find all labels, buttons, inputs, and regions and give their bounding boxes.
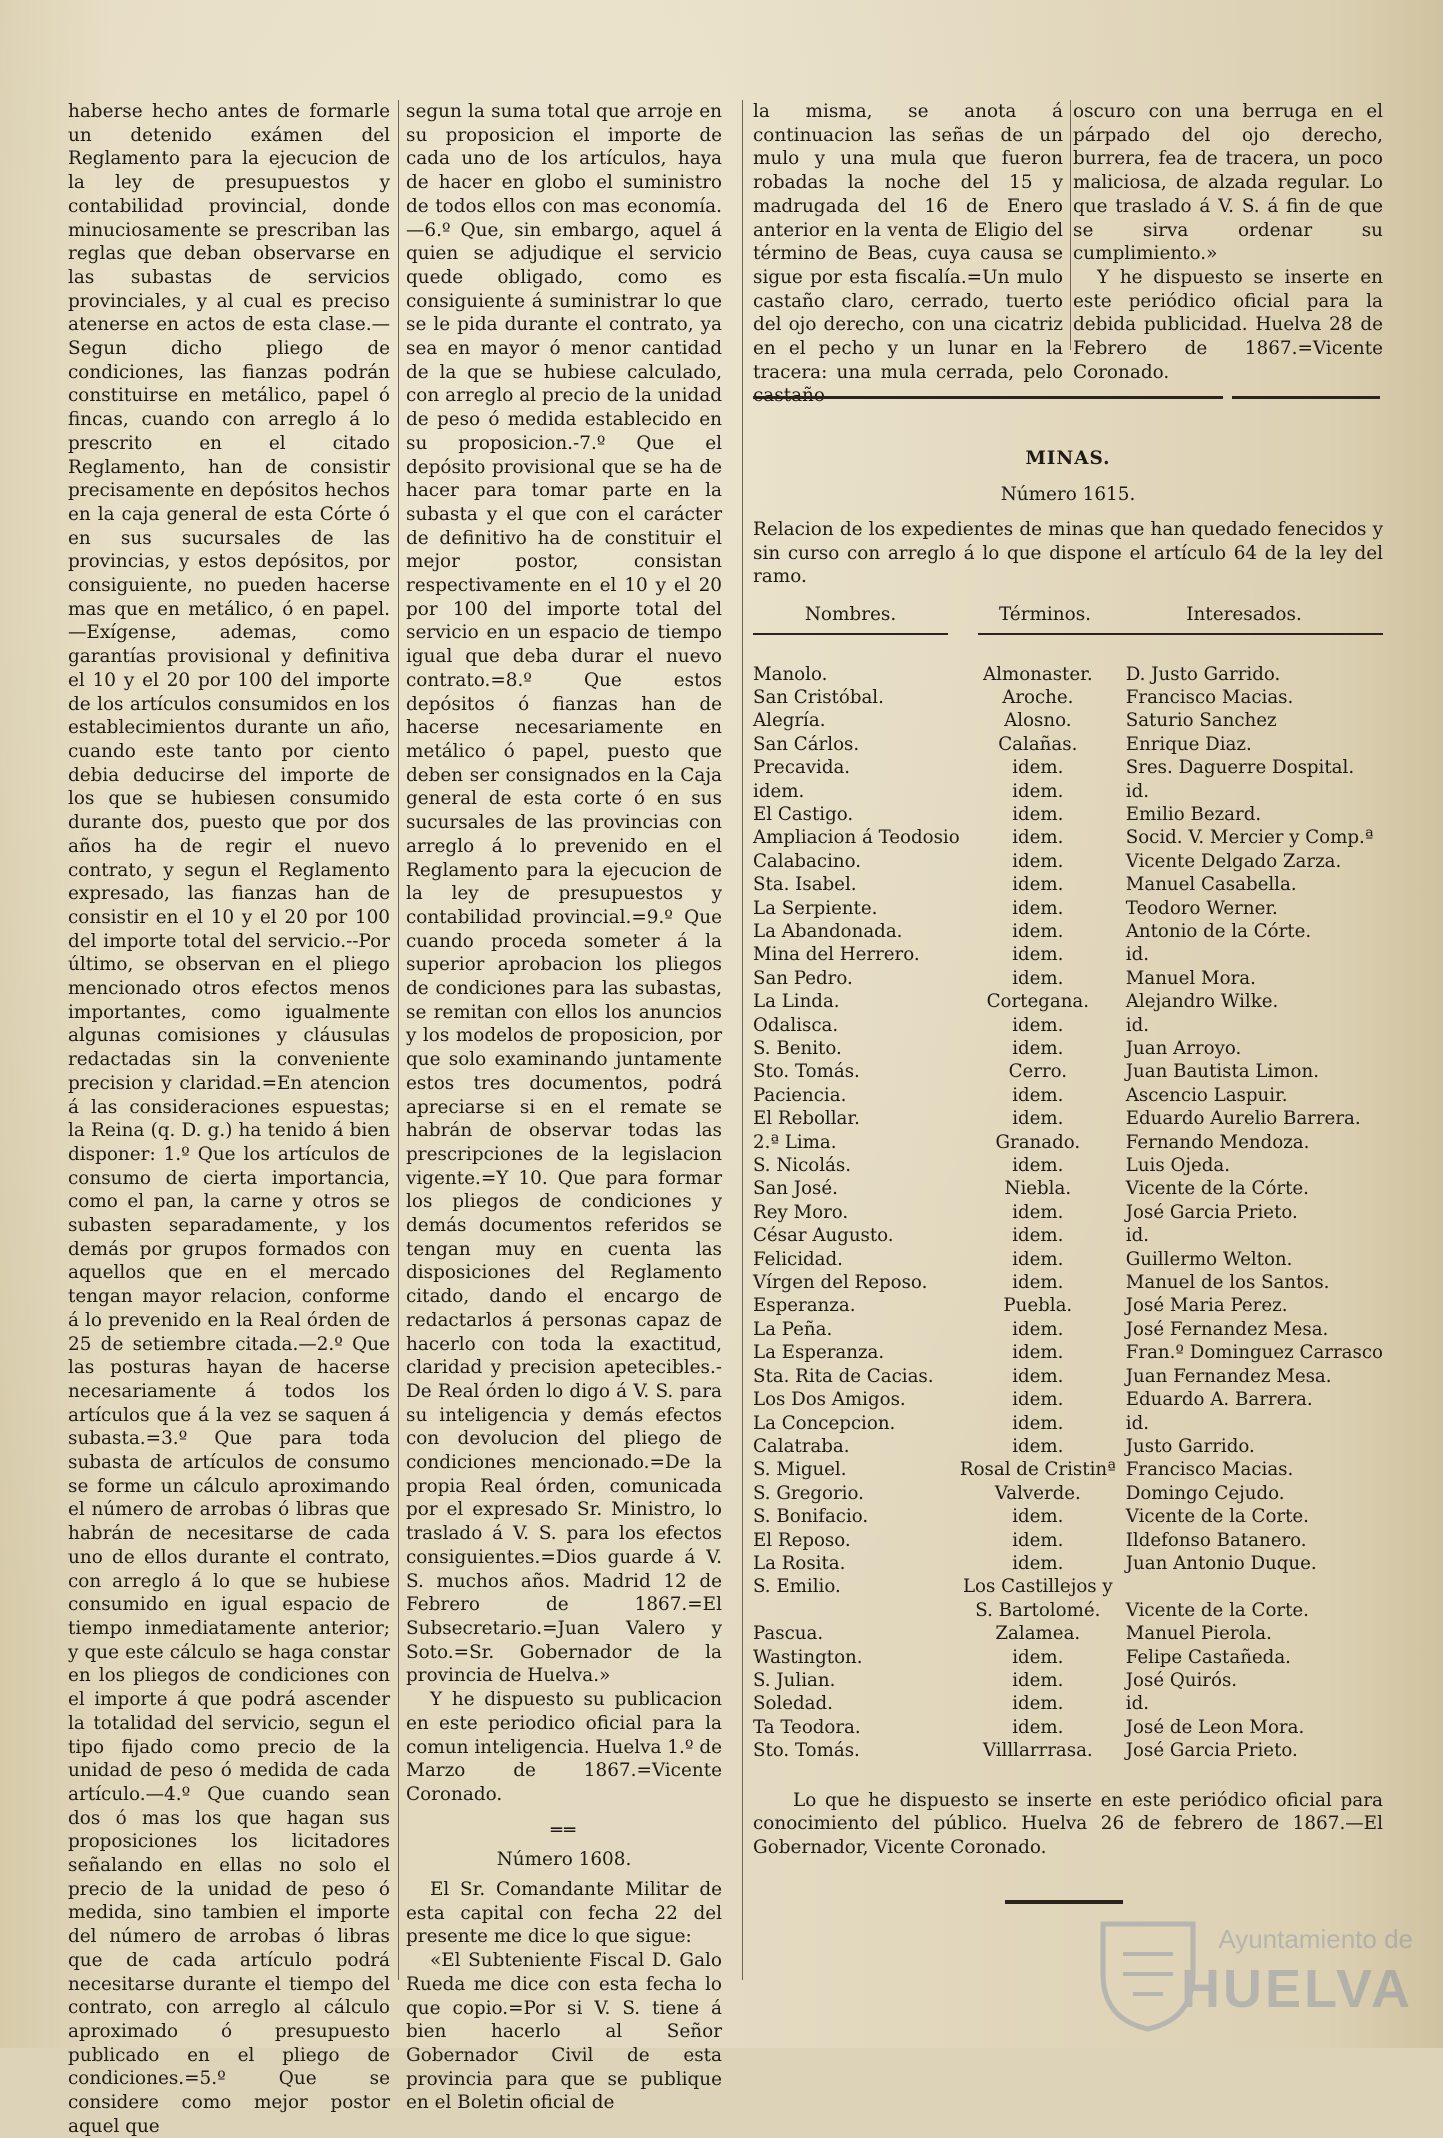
- term-cell: idem.: [1012, 1552, 1064, 1574]
- mine-name-cell: Precavida.: [753, 757, 851, 779]
- interested-cell: Manuel Casabella.: [1125, 874, 1297, 896]
- term-cell: idem.: [1012, 1693, 1064, 1715]
- mine-name-cell: La Linda.: [753, 991, 840, 1013]
- mine-name-cell: La Peña.: [753, 1318, 833, 1340]
- table-row: [753, 686, 1383, 709]
- term-cell: idem.: [1012, 1342, 1064, 1364]
- interested-cell: Saturio Sanchez: [1125, 710, 1277, 732]
- term-cell: idem.: [1012, 897, 1064, 919]
- term-cell: Cerro.: [1008, 1061, 1068, 1083]
- interested-cell: Fernando Mendoza.: [1125, 1131, 1310, 1153]
- paragraph: segun la suma total que arroje en su proposicion el importe de cada uno de los artículos, haya de hacer en globo el suministro de todos ellos con mas economía.—6.º Que, sin embargo, aquel á quien se adjudique el servicio quede obligado, como es consiguiente á suministrar lo que se le pida durante el contrato, ya sea en mayor ó menor cantidad de la que se hubiese calculado, con arreglo al precio de la unidad de peso ó medida establecido en su proposicion.-7.º Que el depósito provisional que se ha de hacer para tomar parte en la subasta y el que con el carácter de definitivo ha de constituir el mejor postor, consistan respectivamente en el 10 y el 20 por 100 del importe total del servicio en un espacio de tiempo igual que deba durar el nuevo contrato.=8.º Que estos depósitos ó fianzas han de hacerse necesariamente en metálico ó papel, puesto que deben ser consignados en la Caja general de esta corte ó en sus sucursales de las provincias con arreglo á lo prevenido en el Reglamento para la ejecucion de la ley de presupuestos y contabilidad provincial.=9.º Que cuando proceda someter á la superior aprobacion los pliegos de condiciones para las subastas, se remitan con ellos los anuncios y los modelos de proposicion, por que solo examinando juntamente estos tres documentos, podrá apreciarse si en el remate se habrán de observar todas las prescripciones de la legislacion vigente.=Y 10. Que para formar los pliegos de condiciones y demás documentos referidos se tengan muy en cuenta las disposiciones del Reglamento citado, dando el encargo de redactarlos á personas capaz de hacerlo con toda la exactitud, claridad y precision apetecibles.-De Real órden lo digo á V. S. para su inteligencia y demás efectos con devolucion del pliego de condiciones mencionado.=De la propia Real órden, comunicada por el expresado Sr. Ministro, lo traslado á V. S. para los efectos consiguientes.=Dios guarde á V. S. muchos años. Madrid 12 de Febrero de 1867.=El Subsecretario.=Juan Valero y Soto.=Sr. Gobernador de la provincia de Huelva.»: [406, 101, 722, 1687]
- term-cell: Rosal de Cristinª: [959, 1459, 1116, 1481]
- term-cell: Los Castillejos y: [962, 1576, 1113, 1598]
- mine-name-cell: San Cárlos.: [753, 733, 860, 755]
- text-column-4: [1073, 100, 1383, 384]
- interested-cell: [1116, 1575, 1383, 1598]
- table-row: [753, 1107, 1383, 1130]
- column-header-terminos: Términos.: [998, 603, 1092, 625]
- interested-cell: Juan Bautista Limon.: [1125, 1061, 1319, 1083]
- mine-name-cell: La Concepcion.: [753, 1412, 896, 1434]
- interested-cell: Francisco Macias.: [1125, 686, 1294, 708]
- mine-name-cell: San Pedro.: [753, 967, 853, 989]
- interested-cell: id.: [1125, 1225, 1149, 1247]
- table-row: [753, 1505, 1383, 1528]
- interested-cell: José Garcia Prieto.: [1125, 1201, 1298, 1223]
- header-underline: [978, 633, 1113, 635]
- table-row: [753, 897, 1383, 920]
- mine-name-cell: S. Benito.: [753, 1038, 842, 1059]
- interested-cell: José Fernandez Mesa.: [1125, 1318, 1329, 1340]
- interested-cell: Enrique Diaz.: [1125, 733, 1252, 755]
- table-row: [753, 1716, 1383, 1739]
- section-rule: [1232, 396, 1380, 399]
- mine-name-cell: El Castigo.: [753, 803, 854, 825]
- table-row: [753, 1131, 1383, 1154]
- term-cell: idem.: [1012, 1225, 1064, 1247]
- section-title: MINAS.: [1025, 448, 1111, 469]
- table-row: [753, 1224, 1383, 1247]
- section-separator: ══: [550, 1819, 578, 1841]
- interested-cell: Emilio Bezard.: [1125, 803, 1262, 825]
- mine-name-cell: idem.: [753, 780, 805, 802]
- mine-name-cell: La Esperanza.: [753, 1342, 885, 1364]
- table-row: [753, 1669, 1383, 1692]
- end-rule: [1005, 1900, 1123, 1904]
- term-cell: idem.: [1012, 1108, 1064, 1130]
- term-cell: idem.: [1012, 1506, 1064, 1528]
- interested-cell: id.: [1125, 944, 1149, 966]
- term-cell: idem.: [1012, 1155, 1064, 1177]
- mine-name-cell: S. Nicolás.: [753, 1155, 852, 1177]
- term-cell: idem.: [1012, 1201, 1064, 1223]
- table-row: [753, 1575, 1383, 1598]
- mine-name-cell: Odalisca.: [753, 1014, 839, 1036]
- mine-name-cell: Ampliacion á Teodosio: [753, 827, 960, 849]
- header-underline: [753, 633, 948, 635]
- term-cell: Valverde.: [994, 1482, 1081, 1504]
- table-row: [753, 803, 1383, 826]
- mine-name-cell: San José.: [753, 1178, 838, 1200]
- term-cell: idem.: [1012, 780, 1064, 802]
- mine-name-cell: Sto. Tomás.: [753, 1061, 860, 1083]
- table-header: [753, 603, 1383, 637]
- term-cell: idem.: [1012, 1318, 1064, 1340]
- table-row: [753, 663, 1383, 686]
- mine-name-cell: Paciencia.: [753, 1084, 847, 1106]
- mine-name-cell: Ta Teodora.: [753, 1716, 861, 1738]
- mine-name-cell: Calatraba.: [753, 1435, 850, 1457]
- interested-cell: Eduardo Aurelio Barrera.: [1125, 1108, 1361, 1130]
- interested-cell: Felipe Castañeda.: [1125, 1646, 1291, 1668]
- term-cell: S. Bartolomé.: [975, 1599, 1101, 1621]
- term-cell: Calañas.: [998, 733, 1078, 755]
- mine-name-cell: La Serpiente.: [753, 897, 878, 919]
- interested-cell: Socid. V. Mercier y Comp.ª: [1125, 827, 1374, 849]
- table-row: [753, 1739, 1383, 1762]
- paragraph: oscuro con una berruga en el párpado del ojo derecho, burrera, fea de tracera, un poco maliciosa, de alzada regular. Lo que traslado á V. S. á fin de que se sirva ordenar su cumplimiento.»: [1073, 101, 1383, 265]
- paragraph: «El Subteniente Fiscal D. Galo Rueda me dice con esta fecha lo que copio.=Por si V. S. tiene á bien hacerlo al Señor Gobernador Civil de esta provincia para que se publique en el Boletin oficial de: [406, 1950, 722, 2114]
- section-number: Número 1608.: [496, 1849, 632, 1871]
- column-divider: [742, 100, 743, 1980]
- table-row: [753, 1458, 1383, 1481]
- interested-cell: Ascencio Laspuir.: [1125, 1084, 1288, 1106]
- mine-name-cell: Alegría.: [753, 710, 826, 732]
- paragraph: Y he dispuesto su publicacion en este periodico oficial para la comun inteligencia. Huelva 1.º de Marzo de 1867.=Vicente Coronado.: [406, 1689, 722, 1805]
- watermark-text: HUELVA: [1181, 1959, 1413, 2019]
- paragraph: la misma, se anota á continuacion las señas de un mulo y una mula que fueron robadas la noche del 15 y madrugada del 16 de Enero anterior en la venta de Eligio del término de Beas, cuya causa se sigue por esta fiscalía.=Un mulo castaño claro, cerrado, tuerto del ojo derecho, con una cicatriz en el pecho y un lunar en la tracera: una mula cerrada, pelo: [753, 101, 1063, 383]
- mine-name-cell: San Cristóbal.: [753, 686, 884, 708]
- term-cell: Niebla.: [1004, 1178, 1072, 1200]
- table-row: [753, 1294, 1383, 1317]
- table-row: [753, 1552, 1383, 1575]
- term-cell: idem.: [1012, 1248, 1064, 1270]
- mine-name-cell: 2.ª Lima.: [753, 1131, 837, 1153]
- table-row: [753, 1622, 1383, 1645]
- column-divider: [1070, 100, 1071, 350]
- interested-cell: Ildefonso Batanero.: [1125, 1529, 1307, 1551]
- mine-name-cell: Felicidad.: [753, 1248, 843, 1270]
- table-row: [753, 780, 1383, 803]
- table-row: [753, 1201, 1383, 1224]
- text-column-3: [753, 100, 1063, 408]
- term-cell: idem.: [1012, 967, 1064, 989]
- mine-name-cell: [753, 1599, 960, 1622]
- mine-name-cell: Esperanza.: [753, 1295, 856, 1317]
- mine-name-cell: El Rebollar.: [753, 1108, 860, 1130]
- mine-name-cell: La Abandonada.: [753, 920, 903, 942]
- mine-name-cell: Mina del Herrero.: [753, 944, 920, 966]
- term-cell: Almonaster.: [983, 663, 1093, 685]
- interested-cell: Manuel Pierola.: [1125, 1623, 1272, 1645]
- table-row: [753, 943, 1383, 966]
- watermark-text: Ayuntamiento de: [1218, 1924, 1413, 1954]
- table-row: [753, 709, 1383, 732]
- table-row: [753, 1341, 1383, 1364]
- interested-cell: Justo Garrido.: [1125, 1435, 1255, 1457]
- interested-cell: Juan Arroyo.: [1125, 1038, 1242, 1059]
- interested-cell: Eduardo A. Barrera.: [1125, 1389, 1313, 1411]
- text-column-1: [68, 100, 390, 2138]
- term-cell: Granado.: [995, 1131, 1081, 1153]
- table-row: [753, 1599, 1383, 1622]
- interested-cell: José Maria Perez.: [1125, 1295, 1288, 1317]
- interested-cell: Vicente de la Corte.: [1125, 1506, 1309, 1528]
- table-row: [753, 1084, 1383, 1107]
- table-row: [753, 1318, 1383, 1341]
- mine-name-cell: S. Emilio.: [753, 1576, 841, 1598]
- term-cell: Cortegana.: [986, 991, 1090, 1013]
- mine-name-cell: Vírgen del Reposo.: [753, 1272, 928, 1294]
- term-cell: Zalamea.: [995, 1623, 1081, 1645]
- interested-cell: Fran.º Dominguez Carrasco: [1125, 1342, 1383, 1364]
- table-row: [753, 1646, 1383, 1669]
- interested-cell: Francisco Macias.: [1125, 1459, 1294, 1481]
- table-row: [753, 1248, 1383, 1271]
- table-row: [753, 756, 1383, 779]
- column-header-nombres: Nombres.: [804, 603, 897, 625]
- section-description: Relacion de los expedientes de minas que han quedado fenecidos y sin curso con arreglo á lo que dispone el artículo 64 de la ley del ramo.: [753, 519, 1383, 587]
- paragraph: Y he dispuesto se inserte en este periódico oficial para la debida publicidad. Huelva 28 de Febrero de 1867.=Vicente Coronado.: [1073, 266, 1383, 383]
- interested-cell: id.: [1125, 1693, 1149, 1715]
- table-row: [753, 990, 1383, 1013]
- mine-name-cell: Sta. Isabel.: [753, 874, 857, 896]
- table-row: [753, 1388, 1383, 1411]
- term-cell: idem.: [1012, 1365, 1064, 1387]
- term-cell: idem.: [1012, 1014, 1064, 1036]
- mine-name-cell: Sta. Rita de Cacias.: [753, 1365, 934, 1387]
- column-header-interesados: Interesados.: [1186, 603, 1302, 625]
- interested-cell: José Garcia Prieto.: [1125, 1740, 1298, 1762]
- term-cell: idem.: [1012, 1529, 1064, 1551]
- interested-cell: D. Justo Garrido.: [1125, 663, 1281, 685]
- interested-cell: Manuel Mora.: [1125, 967, 1256, 989]
- table-row: [753, 873, 1383, 896]
- table-row: [753, 850, 1383, 873]
- table-row: [753, 1365, 1383, 1388]
- section-rule: [753, 396, 1223, 399]
- interested-cell: Vicente de la Córte.: [1125, 1178, 1309, 1200]
- term-cell: idem.: [1012, 920, 1064, 942]
- interested-cell: Vicente de la Corte.: [1125, 1599, 1309, 1621]
- term-cell: Alosno.: [1004, 710, 1072, 732]
- table-row: [753, 920, 1383, 943]
- interested-cell: José de Leon Mora.: [1125, 1716, 1305, 1738]
- mine-name-cell: César Augusto.: [753, 1225, 894, 1247]
- term-cell: idem.: [1012, 1389, 1064, 1411]
- term-cell: idem.: [1012, 803, 1064, 825]
- mine-name-cell: Soledad.: [753, 1693, 833, 1715]
- column-divider: [398, 100, 399, 1980]
- term-cell: idem.: [1012, 1412, 1064, 1434]
- interested-cell: id.: [1125, 1014, 1149, 1036]
- interested-cell: Sres. Daguerre Dospital.: [1125, 757, 1355, 779]
- term-cell: Aroche.: [1002, 686, 1074, 708]
- mine-name-cell: Calabacino.: [753, 850, 862, 872]
- mine-name-cell: La Rosita.: [753, 1552, 846, 1574]
- term-cell: idem.: [1012, 1084, 1064, 1106]
- mine-name-cell: Sto. Tomás.: [753, 1740, 860, 1762]
- term-cell: idem.: [1012, 1669, 1064, 1691]
- term-cell: idem.: [1012, 1038, 1064, 1059]
- table-row: [753, 1692, 1383, 1715]
- table-row: [753, 1435, 1383, 1458]
- mine-name-cell: S. Bonifacio.: [753, 1506, 869, 1528]
- table-row: [753, 1154, 1383, 1177]
- paragraph: haberse hecho antes de formarle un detenido exámen del Reglamento para la ejecucion de la ley de presupuestos y contabilidad provincial, donde minuciosamente se prescriban las reglas que deban observarse en las subastas de servicios provinciales, y al cual es preciso atenerse en actos de esta clase.—Segun dicho pliego de condiciones, las fianzas podrán constituirse en metálico, papel ó fincas, cuando con arreglo á lo prescrito en el citado Reglamento, han de consistir precisamente en depósitos hechos en la caja general de esta Córte ó en sus sucursales de las provincias, y estos depósitos, por consiguiente, no pueden hacerse mas que en metálico, ó en papel.—Exígense, ademas, como garantías provisional y definitiva el 10 y el 20 por 100 del importe de los artículos consumidos en los establecimientos durante un año, cuando este tanto por ciento debia deducirse del importe de los que se hubiesen consumido durante dos, puesto que por dos años ha de regir el nuevo contrato, y segun el Reglamento expresado, las fianzas han de consistir en el 10 y el 20 por 100 del importe total del servicio.--Por último, se observan en el pliego mencionado otros efectos menos importantes, como igualmente algunas comisiones y cláusulas redactadas sin la conveniente precision y claridad.=En atencion á las consideraciones espuestas; la Reina (q. D. g.) ha tenido á bien disponer: 1.º Que los artículos de consumo de cierta importancia, como el pan, la carne y otros se subasten separadamente, y los demás por grupos formados con aquellos que en el mercado tengan mayor relacion, conforme á lo prevenido en la Real órden de 25 de setiembre citada.—2.º Que las posturas hayan de hacerse necesariamente á todos los artículos que á la vez se saquen á subasta.=3.º Que para toda subasta de artículos de consumo se forme un cálculo aproximando el número de arrobas ó libras que habrán de necesitarse de cada uno de ellos durante el contrato, con arreglo á lo que se hubiese consumido en igual espacio de tiempo inmediatamente anterior; y que este cálculo se haga constar en los pliegos de condiciones con el importe á que podrá ascender la totalidad del servicio, segun el tipo fijado como precio de la unidad de peso ó medida de cada artículo.—4.º Que cuando sean dos ó mas los que hagan sus proposiciones los licitadores señalando en ellas no solo el precio de la unidad de peso ó medida, sino tambien el importe del número de arrobas ó libras que de cada artículo podrá necesitarse durante el tiempo del contrato, con arreglo al cálculo aproximado ó presupuesto publicado en el pliego de condiciones.=5.º Que se considere como mejor postor aquel que: [68, 101, 390, 2137]
- mine-name-cell: Wastington.: [753, 1646, 863, 1668]
- mine-name-cell: El Reposo.: [753, 1529, 851, 1551]
- interested-cell: Guillermo Welton.: [1125, 1248, 1293, 1270]
- term-cell: idem.: [1012, 874, 1064, 896]
- mine-name-cell: Rey Moro.: [753, 1201, 849, 1223]
- mine-name-cell: S. Miguel.: [753, 1459, 847, 1481]
- table-row: [753, 1177, 1383, 1200]
- interested-cell: Vicente Delgado Zarza.: [1125, 850, 1342, 872]
- mine-name-cell: Pascua.: [753, 1623, 824, 1645]
- table-row: [753, 733, 1383, 756]
- text-column-2: [406, 100, 722, 2115]
- interested-cell: id.: [1125, 780, 1149, 802]
- interested-cell: Luis Ojeda.: [1125, 1155, 1231, 1177]
- interested-cell: Juan Fernandez Mesa.: [1125, 1365, 1332, 1387]
- section-number: Número 1615.: [1000, 483, 1136, 505]
- header-underline: [1105, 633, 1383, 635]
- table-row: [753, 1412, 1383, 1435]
- interested-cell: Antonio de la Córte.: [1125, 920, 1312, 942]
- interested-cell: Domingo Cejudo.: [1125, 1482, 1285, 1504]
- interested-cell: Juan Antonio Duque.: [1125, 1552, 1317, 1574]
- table-row: [753, 1482, 1383, 1505]
- interested-cell: id.: [1125, 1412, 1149, 1434]
- mine-name-cell: S. Gregorio.: [753, 1482, 864, 1504]
- interested-cell: Alejandro Wilke.: [1125, 991, 1279, 1013]
- minas-section: [753, 425, 1383, 1859]
- table-row: [753, 1271, 1383, 1294]
- mines-table: [753, 663, 1383, 1763]
- term-cell: idem.: [1012, 757, 1064, 779]
- paragraph: El Sr. Comandante Militar de esta capital con fecha 22 del presente me dice lo que sigue:: [406, 1879, 722, 1948]
- mine-name-cell: S. Julian.: [753, 1669, 836, 1691]
- term-cell: idem.: [1012, 1435, 1064, 1457]
- interested-cell: José Quirós.: [1125, 1669, 1238, 1691]
- term-cell: idem.: [1012, 827, 1064, 849]
- interested-cell: Teodoro Werner.: [1125, 897, 1278, 919]
- interested-cell: Manuel de los Santos.: [1125, 1272, 1330, 1294]
- term-cell: idem.: [1012, 944, 1064, 966]
- term-cell: Villlarrrasa.: [982, 1740, 1093, 1762]
- watermark-stamp: [1093, 1914, 1413, 2034]
- term-cell: idem.: [1012, 1716, 1064, 1738]
- table-row: [753, 1037, 1383, 1060]
- term-cell: idem.: [1012, 850, 1064, 872]
- closing-paragraph: Lo que he dispuesto se inserte en este periódico oficial para conocimiento del público. Huelva 26 de febrero de 1867.—El Gobernador, Vicente Coronado.: [753, 1789, 1383, 1858]
- mine-name-cell: Los Dos Amigos.: [753, 1389, 906, 1411]
- term-cell: Puebla.: [1003, 1295, 1073, 1317]
- table-row: [753, 1060, 1383, 1083]
- table-row: [753, 1014, 1383, 1037]
- term-cell: idem.: [1012, 1646, 1064, 1668]
- term-cell: idem.: [1012, 1272, 1064, 1294]
- table-row: [753, 1529, 1383, 1552]
- table-row: [753, 967, 1383, 990]
- table-row: [753, 826, 1383, 849]
- mine-name-cell: Manolo.: [753, 663, 828, 685]
